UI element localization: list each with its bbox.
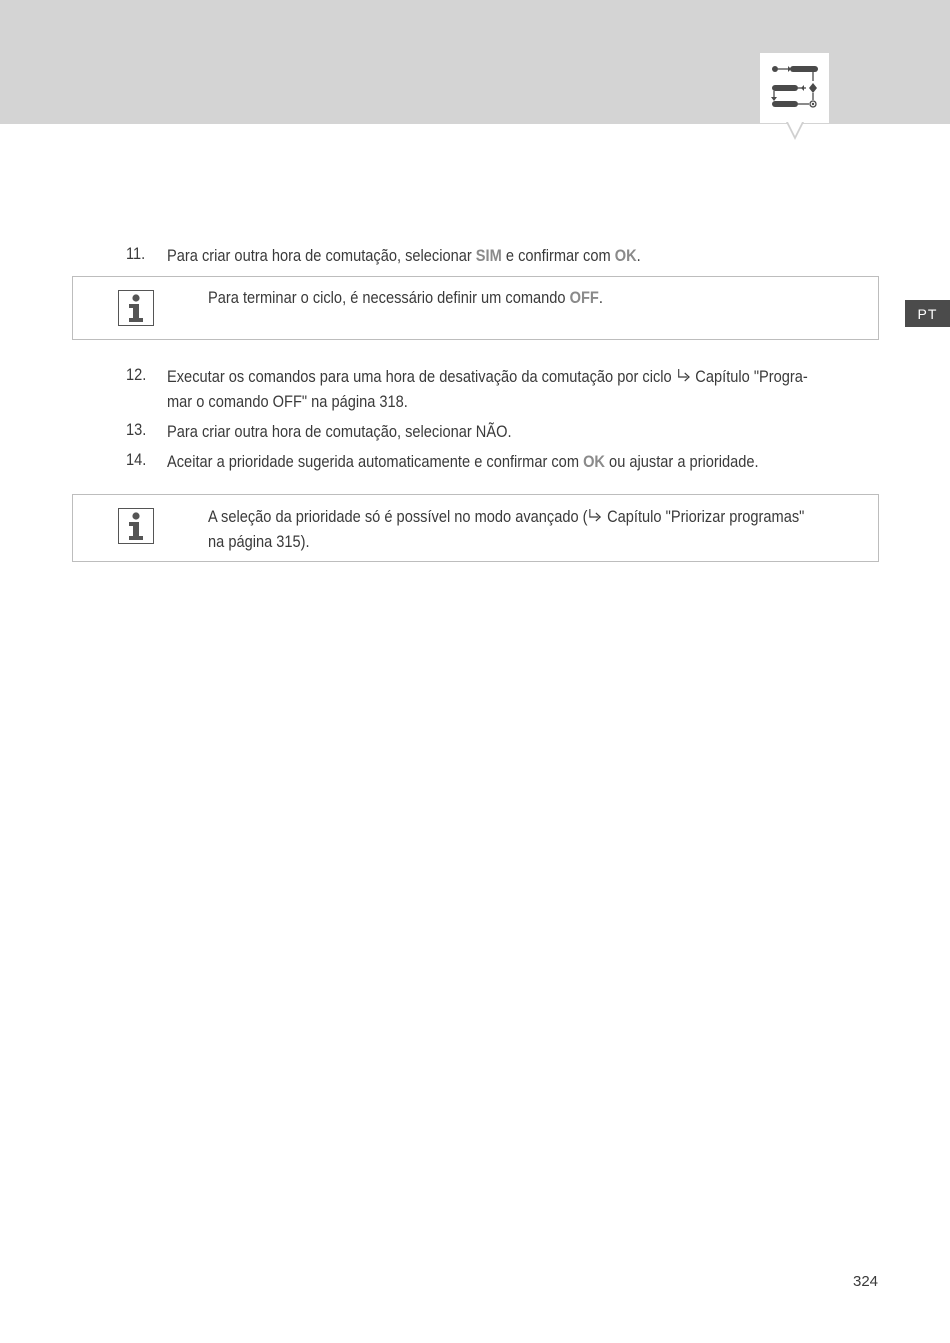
off-keyword: OFF [569,288,599,307]
ok-keyword: OK [583,452,605,471]
cross-reference-arrow-icon [676,368,691,384]
step-14-number: 14. [126,450,147,469]
language-tab-label: PT [917,305,938,322]
info-note-1-text: Para terminar o ciclo, é necessário definir um comando OFF. [208,288,603,307]
step-11-number: 11. [126,244,146,263]
chapter-icon-box [760,53,829,123]
step-12-text: Executar os comandos para uma hora de desativação da comutação por ciclo Capítulo "Progra- mar o comando OFF" na página 318. [167,367,808,411]
cross-reference-arrow-icon [588,508,603,524]
info-note-2-text: A seleção da prioridade só é possível no modo avançado ( Capítulo "Priorizar programas" na página 315). [208,507,805,551]
icon-pointer-inner [788,122,802,136]
language-tab [905,300,950,327]
info-icon [118,508,154,544]
step-12-number: 12. [126,365,147,384]
program-flow-icon [760,53,829,123]
step-13-number: 13. [126,420,147,439]
step-13-text: Para criar outra hora de comutação, selecionar NÃO. [167,422,512,441]
page-number: 324 [853,1273,879,1290]
info-note-1 [72,276,879,340]
step-14-text: Aceitar a prioridade sugerida automaticamente e confirmar com OK ou ajustar a prioridade. [167,452,759,471]
step-11-text: Para criar outra hora de comutação, selecionar SIM e confirmar com OK. [167,246,641,265]
info-icon [118,290,154,326]
ok-keyword: OK [614,246,637,265]
info-note-2 [72,494,879,562]
sim-keyword: SIM [475,246,502,265]
